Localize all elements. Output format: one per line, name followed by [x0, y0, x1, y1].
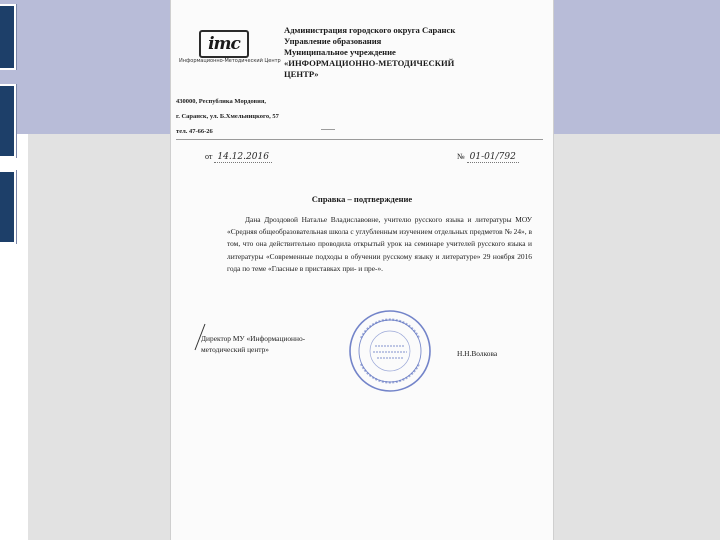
slide-side-tab	[0, 84, 16, 158]
scan-mark	[321, 129, 335, 130]
document-title: Справка – подтверждение	[311, 194, 413, 204]
document-date	[205, 152, 272, 163]
scanned-document	[170, 0, 554, 540]
org-line: ЦЕНТР»	[284, 69, 319, 79]
org-line: «ИНФОРМАЦИОННО-МЕТОДИЧЕСКИЙ	[284, 58, 455, 68]
organization-header	[284, 25, 455, 80]
signer-name: Н.Н.Волкова	[457, 349, 498, 358]
number-label: №	[457, 152, 465, 161]
address-line: 430000, Республика Мордовия,	[176, 98, 266, 105]
number-value: 01-01/792	[467, 152, 519, 163]
official-stamp	[347, 308, 433, 394]
document-body: Дана Дроздовой Наталье Владиславовне, учителю русского языка и литературы МОУ «Средняя общеобразовательная школа с углубленным изучением отдельных предметов № 24», в том, что она действительно проводила открытый урок на семинаре учителей русского языка и литературы «Современные подходы в обучении русскому языку и литературе» 29 ноября 2016 года по теме «Гласные в приставках при- и пре-».	[227, 215, 532, 273]
header-divider	[176, 139, 543, 140]
address-block	[176, 94, 279, 139]
logo-mark: imc	[208, 34, 240, 54]
slide-side-tab	[0, 170, 16, 244]
signer-title	[201, 333, 305, 355]
slide-side-tab	[0, 4, 16, 70]
org-line: Муниципальное учреждение	[284, 47, 396, 57]
date-value: 14.12.2016	[214, 152, 272, 163]
signer-title-line: Директор МУ «Информационно-	[201, 334, 306, 343]
document-number	[457, 152, 519, 163]
date-label: от	[205, 152, 213, 161]
address-line: тел. 47-66-26	[176, 128, 213, 135]
signer-title-line: методический центр»	[201, 345, 269, 354]
logo-caption: Информационно-Методический Центр	[179, 58, 281, 64]
address-line: г. Саранск, ул. Б.Хмельницкого, 57	[176, 113, 279, 120]
org-line: Управление образования	[284, 36, 382, 46]
imc-logo	[199, 30, 249, 58]
org-line: Администрация городского округа Саранск	[284, 25, 456, 35]
scan-mark	[363, 139, 379, 140]
